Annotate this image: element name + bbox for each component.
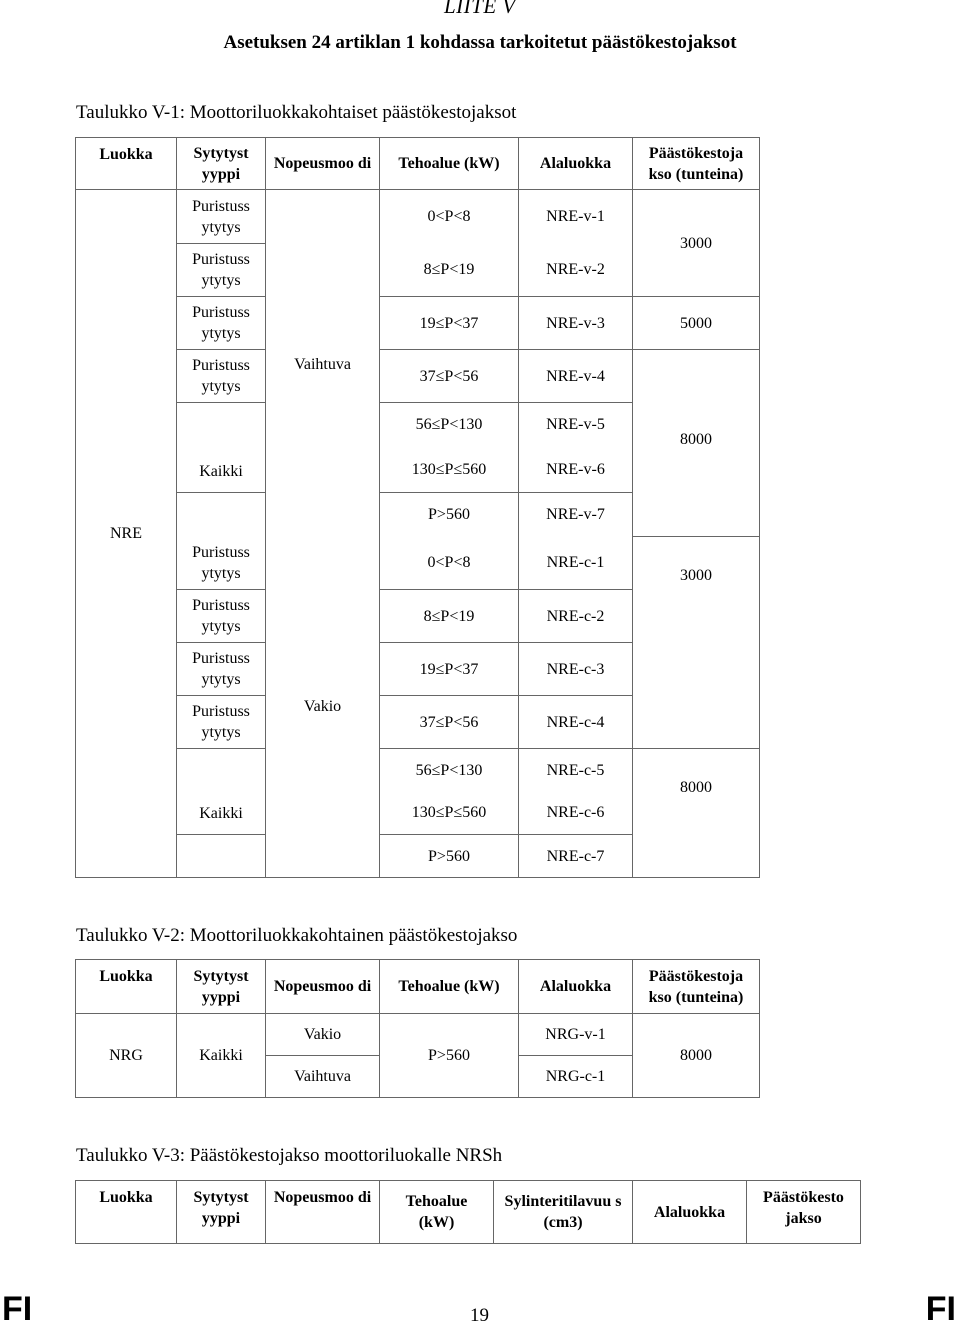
t2-subcat-c: NRG-c-1 bbox=[519, 1056, 633, 1098]
t1-subcat-v4: NRE-v-4 bbox=[519, 350, 633, 403]
t1-header-alaluokka: Alaluokka bbox=[519, 138, 633, 190]
t1-range-c6: 130≤P≤560 bbox=[380, 792, 519, 835]
t1-header-luokka: Luokka bbox=[76, 138, 177, 190]
t1-speed-cell-cont bbox=[266, 244, 380, 297]
t1-range-c5: 56≤P<130 bbox=[380, 749, 519, 792]
t2-ignition: Kaikki bbox=[177, 1014, 266, 1098]
annex-label: LIITE V bbox=[444, 0, 516, 18]
t1-speed-cell-cont bbox=[266, 749, 380, 792]
t2-duration: 8000 bbox=[633, 1014, 760, 1098]
table1-caption: Taulukko V-1: Moottoriluokkakohtaiset päästökestojaksot bbox=[76, 102, 517, 123]
t2-header-sytytystyyppi: Sytytyst yyppi bbox=[177, 960, 266, 1014]
t1-speed-cell bbox=[266, 190, 380, 244]
t1-duration-v4-v6: 8000 bbox=[633, 350, 760, 493]
t3-header-nopeusmoodi: Nopeusmoo di bbox=[266, 1181, 380, 1244]
t1-speed-cell-cont bbox=[266, 835, 380, 878]
t1-speed-constant: Vakio bbox=[266, 696, 380, 749]
table3-caption: Taulukko V-3: Päästökestojakso moottoriluokalle NRSh bbox=[76, 1145, 503, 1166]
table1 bbox=[75, 137, 760, 878]
t1-range-c3: 19≤P<37 bbox=[380, 643, 519, 696]
t1-duration-blank bbox=[633, 493, 760, 537]
t2-speed-constant: Vakio bbox=[266, 1014, 380, 1056]
t1-speed-variable: Vaihtuva bbox=[266, 350, 380, 403]
t1-speed-cell-cont bbox=[266, 493, 380, 537]
t1-speed-cell-cont bbox=[266, 297, 380, 350]
t1-speed-cell-cont bbox=[266, 537, 380, 590]
t1-category-cell: NRE bbox=[76, 190, 177, 878]
t1-duration-v3: 5000 bbox=[633, 297, 760, 350]
t1-header-paastokestojakso: Päästökestoja kso (tunteina) bbox=[633, 138, 760, 190]
footer-language-right: FI bbox=[925, 1290, 956, 1328]
t1-speed-cell-cont bbox=[266, 447, 380, 493]
t1-range-v1: 0<P<8 bbox=[380, 190, 519, 244]
t1-duration-c1-c4: 3000 bbox=[633, 537, 760, 749]
t1-subcat-c7: NRE-c-7 bbox=[519, 835, 633, 878]
t1-ignition-blank bbox=[177, 493, 266, 537]
t1-range-c4: 37≤P<56 bbox=[380, 696, 519, 749]
t1-range-v7: P>560 bbox=[380, 493, 519, 537]
t1-range-c7: P>560 bbox=[380, 835, 519, 878]
t3-header-tehoalue: Tehoalue (kW) bbox=[380, 1181, 494, 1244]
t2-speed-variable: Vaihtuva bbox=[266, 1056, 380, 1098]
t1-range-v2: 8≤P<19 bbox=[380, 244, 519, 297]
t1-range-v6: 130≤P≤560 bbox=[380, 447, 519, 493]
t2-category: NRG bbox=[76, 1014, 177, 1098]
t1-range-v4: 37≤P<56 bbox=[380, 350, 519, 403]
table3 bbox=[75, 1180, 861, 1244]
table2 bbox=[75, 959, 760, 1098]
t3-header-paastokestojakso: Päästökesto jakso bbox=[747, 1181, 861, 1244]
t1-subcat-c1: NRE-c-1 bbox=[519, 537, 633, 590]
t1-subcat-c2: NRE-c-2 bbox=[519, 590, 633, 643]
t1-subcat-v7: NRE-v-7 bbox=[519, 493, 633, 537]
t1-speed-cell-cont bbox=[266, 403, 380, 447]
t2-range: P>560 bbox=[380, 1014, 519, 1098]
t1-header-tehoalue: Tehoalue (kW) bbox=[380, 138, 519, 190]
t2-header-luokka: Luokka bbox=[76, 960, 177, 1014]
t1-duration-c5-c7: 8000 bbox=[633, 749, 760, 878]
t1-speed-cell-cont bbox=[266, 643, 380, 696]
t1-subcat-v1: NRE-v-1 bbox=[519, 190, 633, 244]
page-number: 19 bbox=[470, 1305, 489, 1326]
t1-range-c2: 8≤P<19 bbox=[380, 590, 519, 643]
t1-header-sytytystyyppi: Sytytyst yyppi bbox=[177, 138, 266, 190]
t2-subcat-v: NRG-v-1 bbox=[519, 1014, 633, 1056]
t3-header-luokka: Luokka bbox=[76, 1181, 177, 1244]
t3-header-sylinteritilavuus: Sylinteritilavuu s (cm3) bbox=[494, 1181, 633, 1244]
t1-header-nopeusmoodi: Nopeusmoo di bbox=[266, 138, 380, 190]
t1-subcat-v3: NRE-v-3 bbox=[519, 297, 633, 350]
t1-speed-cell-cont bbox=[266, 792, 380, 835]
t1-ignition-1: Puristuss ytytys bbox=[177, 190, 266, 244]
t2-header-nopeusmoodi: Nopeusmoo di bbox=[266, 960, 380, 1014]
t1-ignition-10: Kaikki bbox=[177, 749, 266, 835]
t2-header-paastokestojakso: Päästökestoja kso (tunteina) bbox=[633, 960, 760, 1014]
t1-ignition-3: Puristuss ytytys bbox=[177, 297, 266, 350]
t1-subcat-c4: NRE-c-4 bbox=[519, 696, 633, 749]
t1-ignition-7: Puristuss ytytys bbox=[177, 590, 266, 643]
page-title: Asetuksen 24 artiklan 1 kohdassa tarkoitetut päästökestojaksot bbox=[223, 32, 737, 53]
t1-ignition-4: Puristuss ytytys bbox=[177, 350, 266, 403]
t1-speed-cell-cont bbox=[266, 590, 380, 643]
t1-range-v5: 56≤P<130 bbox=[380, 403, 519, 447]
t1-ignition-9: Puristuss ytytys bbox=[177, 696, 266, 749]
t1-subcat-v6: NRE-v-6 bbox=[519, 447, 633, 493]
t1-range-v3: 19≤P<37 bbox=[380, 297, 519, 350]
t1-ignition-6: Puristuss ytytys bbox=[177, 537, 266, 590]
footer-language-left: FI bbox=[2, 1290, 33, 1328]
t1-subcat-c5: NRE-c-5 bbox=[519, 749, 633, 792]
t1-ignition-5: Kaikki bbox=[177, 403, 266, 493]
t3-header-sytytystyyppi: Sytytyst yyppi bbox=[177, 1181, 266, 1244]
t1-ignition-2: Puristuss ytytys bbox=[177, 244, 266, 297]
t1-range-c1: 0<P<8 bbox=[380, 537, 519, 590]
table2-caption: Taulukko V-2: Moottoriluokkakohtainen päästökestojakso bbox=[76, 925, 518, 946]
t1-subcat-v2: NRE-v-2 bbox=[519, 244, 633, 297]
t1-ignition-8: Puristuss ytytys bbox=[177, 643, 266, 696]
t2-header-alaluokka: Alaluokka bbox=[519, 960, 633, 1014]
t1-ignition-blank bbox=[177, 835, 266, 878]
t3-header-alaluokka: Alaluokka bbox=[633, 1181, 747, 1244]
t1-subcat-c6: NRE-c-6 bbox=[519, 792, 633, 835]
t2-header-tehoalue: Tehoalue (kW) bbox=[380, 960, 519, 1014]
t1-duration-v1-v2: 3000 bbox=[633, 190, 760, 297]
t1-subcat-v5: NRE-v-5 bbox=[519, 403, 633, 447]
t1-subcat-c3: NRE-c-3 bbox=[519, 643, 633, 696]
